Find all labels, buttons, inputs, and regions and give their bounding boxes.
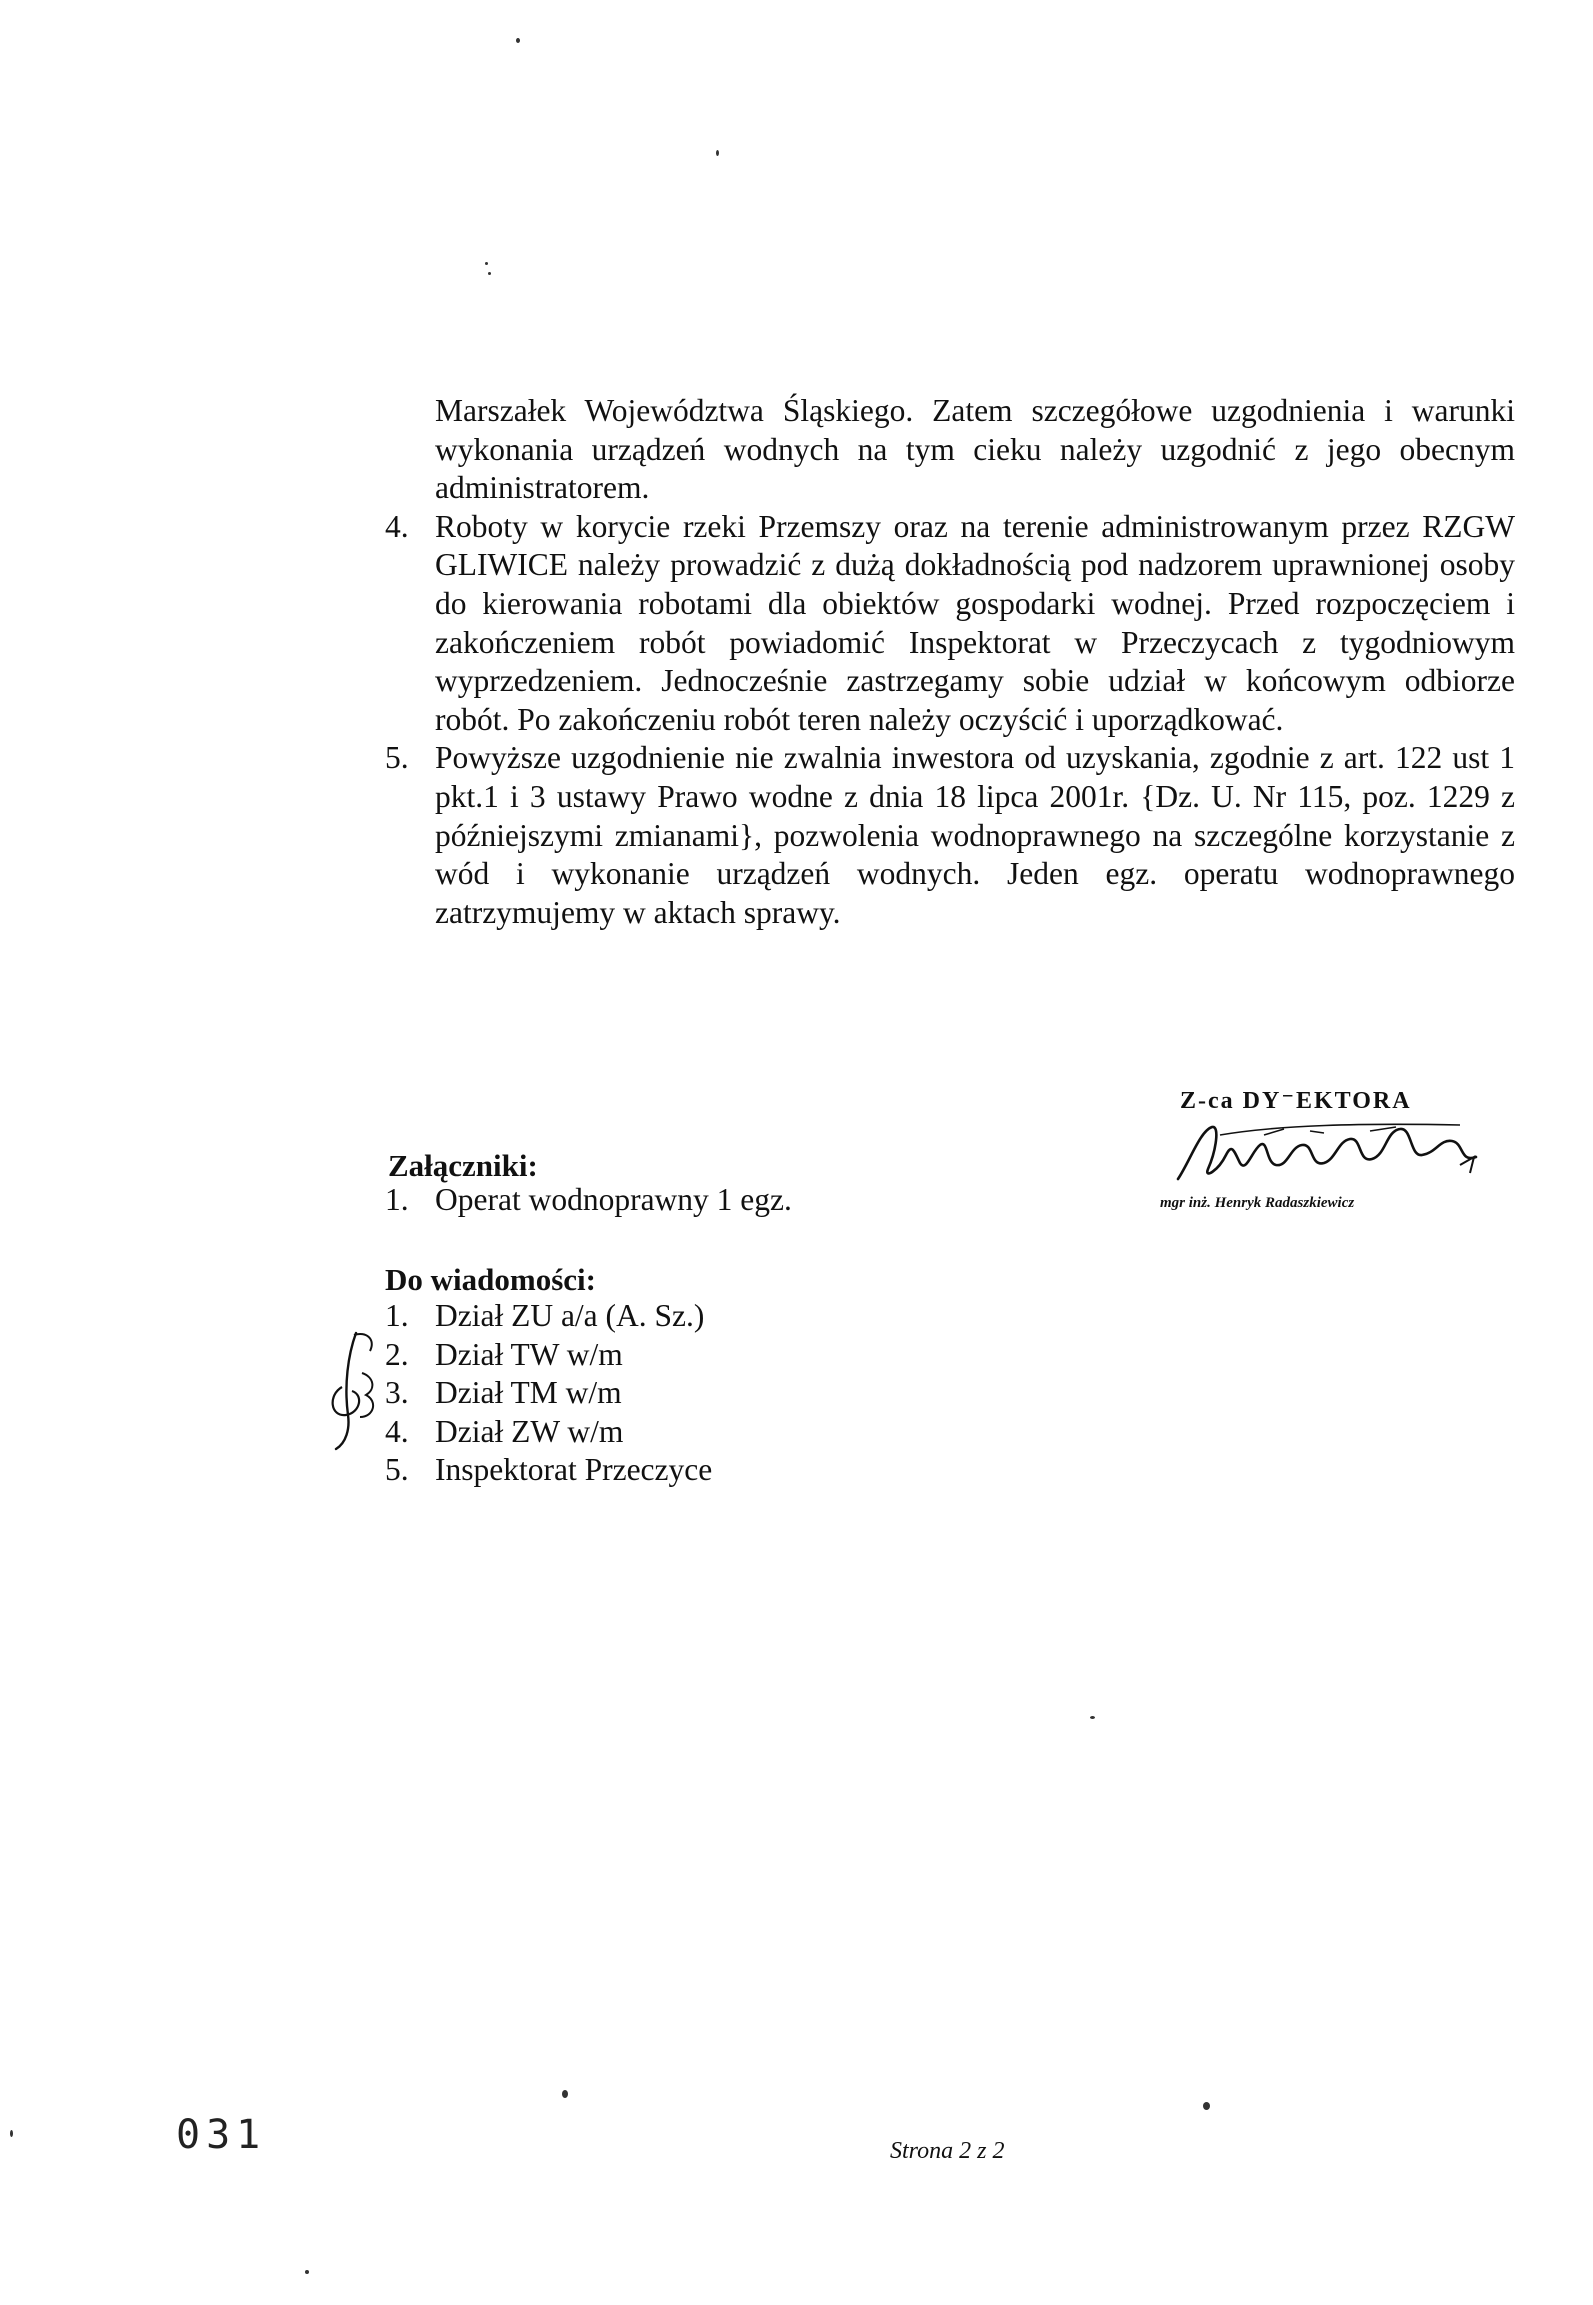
page-footer: Strona 2 z 2 [890,2138,1005,2164]
point-text: Powyższe uzgodnienie nie zwalnia inwestora od uzyskania, zgodnie z art. 122 ust 1 pkt.1 i 3 ustawy Prawo wodne z dnia 18 lipca 2001r. {Dz. U. Nr 115, poz. 1229 z późniejszymi zmianami}, pozwolenia wodnoprawnego na szczególne korzystanie z wód i wykonanie urządzeń wodnych. Jeden egz. operatu wodnoprawnego zatrzymujemy w aktach sprawy. [435,740,1515,930]
scan-speck [485,262,488,265]
scan-speck [305,2270,309,2274]
list-item [385,1374,712,1413]
list-item-text: Dział ZW w/m [435,1413,624,1449]
point-number: 4. [385,508,409,544]
point-text: Roboty w korycie rzeki Przemszy oraz na terenie administrowanym przez RZGW GLIWICE należy prowadzić z dużą dokładnością pod nadzorem uprawnionej osoby do kierowania robotami dla obiektów gospodarki wodnej. Przed rozpoczęciem i zakończeniem robót powiadomić Inspektorat w Przeczycach z tygodniowym wyprzedzeniem. Jednocześnie zastrzegamy sobie udział w końcowym odbiorze robót. Po zakończeniu robót teren należy oczyścić i uporządkować. [435,508,1515,737]
recipients-list [385,1297,713,1490]
list-item-text: Operat wodnoprawny 1 egz. [435,1182,792,1217]
list-item-number: 2. [385,1336,409,1372]
list-item [385,1336,712,1375]
signatory-name: mgr inż. Henryk Radaszkiewicz [1160,1195,1355,1211]
list-item [385,1297,712,1336]
point-4 [385,508,1515,740]
scan-speck [488,272,491,275]
body-text [385,392,1515,932]
handwritten-signature [1160,1111,1500,1193]
attachments-heading: Załączniki: [388,1148,538,1183]
list-item-text: Dział ZU a/a (A. Sz.) [435,1298,705,1333]
attachments-list [385,1181,792,1220]
list-item-number: 1. [385,1182,409,1217]
handwritten-initials [318,1325,398,1455]
scan-speck [716,150,719,156]
list-item [385,1451,713,1490]
scan-speck [516,38,520,43]
scan-speck [562,2090,568,2098]
list-item-number: 5. [385,1452,409,1488]
point-5 [385,739,1515,932]
page-stamp-number: 031 [176,2112,267,2158]
list-item-number: 3. [385,1375,409,1411]
list-item-number: 4. [385,1413,409,1449]
scan-speck [1090,1716,1095,1719]
list-item [385,1181,792,1220]
signatory-title: Z-ca DY⁻EKTORA [1180,1088,1412,1114]
intro-paragraph: Marszałek Województwa Śląskiego. Zatem szczegółowe uzgodnienia i warunki wykonania urządzeń wodnych na tym cieku należy uzgodnić z jego obecnym administratorem. [435,393,1515,506]
scan-speck [1203,2102,1210,2110]
scan-speck [10,2130,13,2137]
recipients-heading: Do wiadomości: [385,1262,596,1297]
point-number: 5. [385,740,409,776]
list-item [385,1413,712,1452]
list-item-number: 1. [385,1298,409,1333]
signature-block [1160,1085,1520,1235]
list-item-text: Inspektorat Przeczyce [435,1452,713,1488]
list-item-text: Dział TW w/m [435,1336,623,1372]
list-item-text: Dział TM w/m [435,1375,622,1411]
